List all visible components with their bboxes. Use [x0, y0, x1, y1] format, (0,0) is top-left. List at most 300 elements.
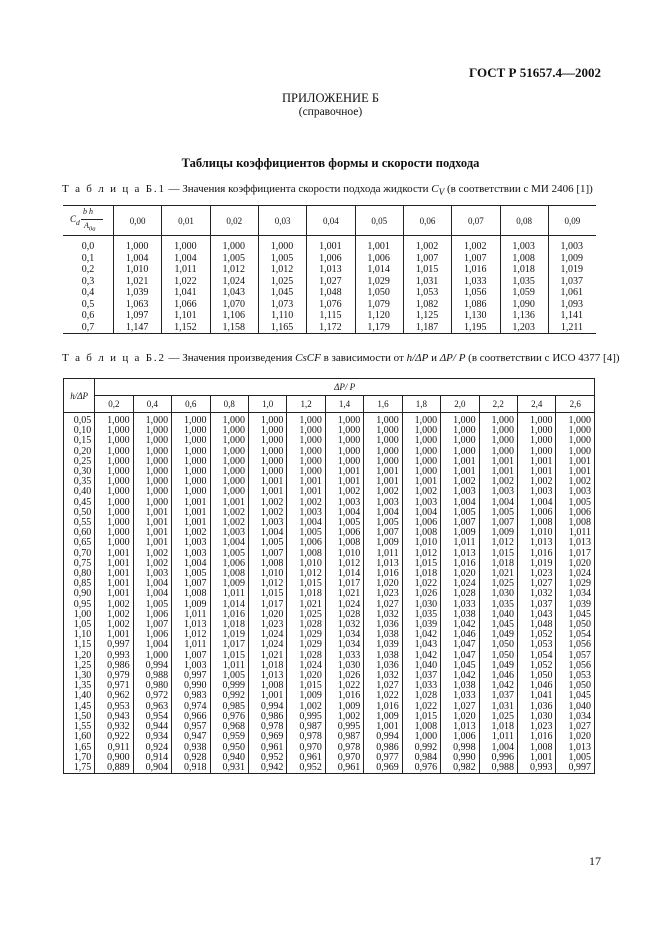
table2-cell: 1,028 [325, 610, 363, 620]
table2-cell: 1,004 [133, 579, 171, 589]
table2-cell: 1,014 [210, 600, 248, 610]
table1-cell: 1,195 [452, 322, 500, 334]
table2-row [64, 413, 595, 427]
table1-cell: 1,048 [307, 287, 355, 299]
table2-cell: 0,911 [95, 743, 133, 753]
table1-cell: 1,037 [548, 276, 596, 288]
table2-row-label: 0,30 [64, 467, 95, 477]
table2-cell: 1,000 [248, 457, 286, 467]
appendix-subtitle: (справочное) [298, 106, 363, 118]
table2-cell: 1,050 [518, 671, 556, 681]
table2-cell: 0,990 [441, 753, 479, 763]
table1-cell: 1,063 [114, 299, 162, 311]
table2-cell: 1,000 [479, 436, 517, 446]
table2-cell: 1,034 [325, 630, 363, 640]
table2-cell: 0,970 [325, 753, 363, 763]
table2-caption-and: и [428, 352, 440, 364]
table1-cell: 1,059 [500, 287, 548, 299]
table2-cell: 1,015 [287, 681, 325, 691]
table2-cell: 0,996 [479, 753, 517, 763]
table2-cell: 1,021 [248, 651, 286, 661]
table1-cell: 1,187 [403, 322, 451, 334]
table2-cell: 0,985 [210, 702, 248, 712]
table2-cell: 1,033 [441, 691, 479, 701]
table1-row [63, 299, 596, 311]
table2-row [64, 661, 595, 671]
table2-cell: 1,000 [518, 447, 556, 457]
table2-cell: 1,006 [133, 630, 171, 640]
table2-cell: 0,986 [364, 743, 402, 753]
table2-cell: 1,014 [325, 569, 363, 579]
table2-cell: 1,056 [556, 640, 595, 650]
table2-cell: 1,000 [402, 413, 440, 427]
table2-cell: 1,000 [287, 426, 325, 436]
table2-cell: 1,050 [479, 640, 517, 650]
table2-cell: 0,997 [556, 763, 595, 774]
table2-cell: 1,005 [248, 538, 286, 548]
table2-row [64, 579, 595, 589]
table2-cell: 1,053 [556, 671, 595, 681]
table2-cell: 1,000 [172, 467, 210, 477]
table2-cell: 1,009 [210, 579, 248, 589]
table2-cell: 1,010 [325, 549, 363, 559]
corner-cd [70, 214, 80, 227]
table2-cell: 1,000 [95, 457, 133, 467]
table2-row-label: 0,75 [64, 559, 95, 569]
table2-row [64, 640, 595, 650]
table2-cell: 1,013 [441, 549, 479, 559]
table2-cell: 1,032 [518, 589, 556, 599]
table2-cell: 1,001 [364, 477, 402, 487]
table2-cell: 1,012 [172, 630, 210, 640]
table1-cell: 1,053 [403, 287, 451, 299]
table2-cell: 1,040 [402, 661, 440, 671]
table2-cell: 1,004 [479, 743, 517, 753]
table1-cell: 1,152 [162, 322, 210, 334]
table2-cell: 1,017 [325, 579, 363, 589]
table1-cell: 1,090 [500, 299, 548, 311]
table2-cell: 1,008 [248, 559, 286, 569]
table2-cell: 1,002 [556, 477, 595, 487]
table1-cell: 1,033 [452, 276, 500, 288]
table1-cell: 1,141 [548, 310, 596, 322]
table2-cell: 1,000 [518, 436, 556, 446]
table2-cell: 1,004 [402, 508, 440, 518]
table2-cell: 0,942 [248, 763, 286, 774]
table2-cell: 1,003 [210, 528, 248, 538]
table2-cell: 1,000 [325, 426, 363, 436]
table2-cell: 1,001 [556, 457, 595, 467]
table1-cell: 1,014 [355, 264, 403, 276]
table2-cell: 1,039 [556, 600, 595, 610]
table2-cell: 1,000 [441, 447, 479, 457]
table2-row-label: 1,65 [64, 743, 95, 753]
table2-row-label: 1,70 [64, 753, 95, 763]
table2-cell: 1,000 [287, 447, 325, 457]
table2-cell: 1,000 [402, 732, 440, 742]
table2-cell: 1,032 [364, 671, 402, 681]
table2-cell: 1,057 [556, 651, 595, 661]
table1-cell: 1,130 [452, 310, 500, 322]
table2-cell: 1,024 [556, 569, 595, 579]
table2-cell: 1,000 [325, 457, 363, 467]
table2-cell: 1,003 [441, 487, 479, 497]
table2-cell: 1,040 [556, 702, 595, 712]
table2-cell: 1,000 [133, 457, 171, 467]
table1-cell: 1,001 [355, 236, 403, 253]
table2-caption-text: — Значения произведения [165, 352, 296, 364]
table2-cell: 1,002 [133, 549, 171, 559]
table1-column-header: 0,01 [162, 206, 210, 236]
table2-cell: 1,000 [556, 413, 595, 427]
table2-cell: 1,007 [479, 518, 517, 528]
corner-cd-symbol: C [70, 214, 77, 224]
table2-row-label: 0,05 [64, 413, 95, 427]
table2-cell: 1,001 [95, 579, 133, 589]
table2-cell: 0,995 [325, 722, 363, 732]
table2-cell: 1,000 [402, 457, 440, 467]
table1-cell: 1,012 [210, 264, 258, 276]
table2-cell: 1,016 [518, 732, 556, 742]
table2-cell: 1,007 [172, 651, 210, 661]
table1-cell: 1,018 [500, 264, 548, 276]
table2-cell: 1,028 [287, 620, 325, 630]
table2-caption-symbol: CsCF [295, 352, 321, 364]
table2-row-label: 0,15 [64, 436, 95, 446]
table2-row [64, 467, 595, 477]
table2-cell: 1,013 [556, 743, 595, 753]
table2-cell: 1,004 [133, 640, 171, 650]
table1-row-label: 0,3 [81, 275, 95, 287]
table2-row [64, 589, 595, 599]
table2-cell: 0,978 [325, 743, 363, 753]
table2-row [64, 753, 595, 763]
table2-cell: 1,000 [518, 426, 556, 436]
table1-caption [62, 183, 593, 197]
table2-cell: 1,010 [248, 569, 286, 579]
table2-cell: 0,918 [172, 763, 210, 774]
appendix-heading [0, 91, 661, 119]
table2-cell: 0,957 [172, 722, 210, 732]
table2-cell: 0,988 [479, 763, 517, 774]
table2-column-header: 2,6 [556, 396, 595, 413]
table2-cell: 1,009 [287, 691, 325, 701]
table2-row [64, 691, 595, 701]
table2-caption-prefix: Т а б л и ц а Б.2 [62, 352, 166, 364]
table2-cell: 1,018 [479, 722, 517, 732]
table2-row [64, 763, 595, 774]
table2-header-row-1 [64, 379, 595, 396]
table1-cell: 1,029 [355, 276, 403, 288]
table2 [63, 378, 595, 774]
table2-cell: 1,043 [402, 640, 440, 650]
table2-cell: 1,012 [287, 569, 325, 579]
corner-fraction-bar [81, 219, 103, 220]
table1-column-header: 0,00 [114, 206, 162, 236]
table2-cell: 0,984 [402, 753, 440, 763]
table2-cell: 1,019 [210, 630, 248, 640]
table2-cell: 1,022 [325, 681, 363, 691]
table2-caption-mid: в зависимости от [320, 352, 407, 364]
table2-cell: 1,000 [402, 447, 440, 457]
table2-cell: 1,008 [172, 589, 210, 599]
table2-cell: 1,003 [172, 549, 210, 559]
table1-cell: 1,000 [162, 236, 210, 253]
table2-cell: 1,002 [287, 498, 325, 508]
table2-row [64, 518, 595, 528]
table2-cell: 1,046 [518, 681, 556, 691]
table2-cell: 1,029 [287, 630, 325, 640]
table2-row [64, 508, 595, 518]
table2-cell: 0,969 [364, 763, 402, 774]
table2-cell: 1,000 [287, 413, 325, 427]
table2-cell: 0,986 [95, 661, 133, 671]
table2-cell: 1,030 [402, 600, 440, 610]
table2-row [64, 722, 595, 732]
table2-cell: 0,990 [172, 681, 210, 691]
table2-cell: 1,001 [479, 457, 517, 467]
table2-cell: 1,002 [248, 498, 286, 508]
table2-cell: 0,914 [133, 753, 171, 763]
table2-cell: 1,030 [518, 712, 556, 722]
table2-cell: 1,000 [133, 413, 171, 427]
table2-cell: 0,978 [287, 732, 325, 742]
table2-cell: 1,003 [402, 498, 440, 508]
table2-cell: 1,008 [248, 681, 286, 691]
table2-row [64, 600, 595, 610]
table2-cell: 1,039 [364, 640, 402, 650]
table2-cell: 1,003 [518, 487, 556, 497]
table2-cell: 1,002 [95, 610, 133, 620]
table2-cell: 0,976 [402, 763, 440, 774]
table2-cell: 1,000 [95, 426, 133, 436]
table1-cell: 1,211 [548, 322, 596, 334]
table2-cell: 1,016 [210, 610, 248, 620]
table1-cell: 1,027 [307, 276, 355, 288]
table2-cell: 0,944 [133, 722, 171, 732]
table2-cell: 1,002 [210, 508, 248, 518]
table2-cell: 1,038 [364, 630, 402, 640]
table2-cell: 1,000 [133, 426, 171, 436]
table2-cell: 1,000 [441, 426, 479, 436]
table2-cell: 1,018 [402, 569, 440, 579]
table2-cell: 1,011 [172, 610, 210, 620]
table2-cell: 1,003 [556, 487, 595, 497]
table2-cell: 1,024 [325, 600, 363, 610]
table2-cell: 0,931 [210, 763, 248, 774]
table2-cell: 0,961 [248, 743, 286, 753]
table2-cell: 1,016 [364, 569, 402, 579]
table2-cell: 1,007 [133, 620, 171, 630]
table1-cell: 1,086 [452, 299, 500, 311]
table2-cell: 0,976 [210, 712, 248, 722]
table2-cell: 1,022 [402, 702, 440, 712]
table2-cell: 1,008 [518, 518, 556, 528]
table2-row [64, 732, 595, 742]
table2-cell: 1,037 [518, 600, 556, 610]
table2-cell: 1,000 [364, 426, 402, 436]
table2-cell: 1,020 [364, 579, 402, 589]
table2-cell: 0,997 [172, 671, 210, 681]
table2-cell: 1,000 [172, 477, 210, 487]
table2-row-label: 0,85 [64, 579, 95, 589]
table2-cell: 1,047 [441, 640, 479, 650]
table2-cell: 1,002 [133, 559, 171, 569]
table2-cell: 1,011 [210, 589, 248, 599]
table2-cell: 1,006 [441, 732, 479, 742]
table2-cell: 0,970 [287, 743, 325, 753]
table2-cell: 1,000 [172, 436, 210, 446]
table2-cell: 1,001 [95, 589, 133, 599]
table2-cell: 1,050 [479, 651, 517, 661]
table2-cell: 1,001 [133, 518, 171, 528]
table2-cell: 1,020 [556, 732, 595, 742]
table2-cell: 1,004 [133, 589, 171, 599]
table1-column-header: 0,03 [258, 206, 306, 236]
table1-caption-symbol: C [431, 183, 439, 195]
table2-cell: 1,000 [364, 413, 402, 427]
table2-cell: 0,938 [172, 743, 210, 753]
table2-cell: 1,003 [172, 661, 210, 671]
table2-cell: 1,005 [287, 528, 325, 538]
table2-cell: 1,004 [325, 508, 363, 518]
table2-cell: 1,000 [172, 487, 210, 497]
table2-cell: 1,001 [172, 498, 210, 508]
table1-cell: 1,203 [500, 322, 548, 334]
table2-cell: 1,002 [325, 487, 363, 497]
table2-row-label: 1,30 [64, 671, 95, 681]
table1-row [63, 264, 596, 276]
table1-cell: 1,050 [355, 287, 403, 299]
table2-cell: 0,977 [364, 753, 402, 763]
table1-cell: 1,070 [210, 299, 258, 311]
table2-cell: 0,922 [95, 732, 133, 742]
table2-cell: 1,000 [210, 477, 248, 487]
table2-cell: 1,013 [172, 620, 210, 630]
table2-cell: 1,021 [479, 569, 517, 579]
table2-cell: 1,000 [364, 436, 402, 446]
table2-cell: 1,023 [518, 722, 556, 732]
table2-row-label: 1,20 [64, 651, 95, 661]
table1-cell: 1,007 [403, 253, 451, 265]
table2-cell: 1,018 [479, 559, 517, 569]
table2-cell: 0,997 [95, 640, 133, 650]
table1-cell: 1,009 [548, 253, 596, 265]
table1-cell: 1,147 [114, 322, 162, 334]
table2-cell: 1,003 [172, 538, 210, 548]
table2-cell: 1,038 [441, 681, 479, 691]
section-title: Таблицы коэффициентов формы и скорости подхода [181, 156, 480, 170]
table2-cell: 1,006 [518, 508, 556, 518]
table2-cell: 1,028 [287, 651, 325, 661]
table2-caption-tail: (в соответствии с ИСО 4377 [4]) [465, 352, 620, 364]
table1-cell: 1,172 [307, 322, 355, 334]
table2-row [64, 528, 595, 538]
table2-cell: 0,995 [287, 712, 325, 722]
table2-caption [62, 352, 620, 364]
table2-column-header: 0,8 [210, 396, 248, 413]
table2-cell: 1,005 [441, 508, 479, 518]
table1-cell: 1,016 [452, 264, 500, 276]
table2-cell: 0,968 [210, 722, 248, 732]
table2-cell: 1,000 [287, 457, 325, 467]
table2-cell: 1,036 [518, 702, 556, 712]
table2-row [64, 702, 595, 712]
table2-cell: 0,962 [95, 691, 133, 701]
table2-cell: 1,018 [287, 589, 325, 599]
table2-column-header: 1,4 [325, 396, 363, 413]
table1-cell: 1,082 [403, 299, 451, 311]
table2-cell: 1,011 [441, 538, 479, 548]
table2-cell: 1,001 [95, 569, 133, 579]
table2-cell: 1,003 [479, 487, 517, 497]
table1-row-label: 0,0 [81, 241, 95, 253]
table2-cell: 1,005 [210, 671, 248, 681]
table2-cell: 1,000 [210, 457, 248, 467]
page-number: 17 [589, 854, 601, 868]
table2-cell: 1,002 [364, 487, 402, 497]
table2-cell: 1,000 [479, 413, 517, 427]
table2-cell: 1,025 [479, 712, 517, 722]
table1-cell: 1,022 [162, 276, 210, 288]
table2-cell: 1,022 [364, 691, 402, 701]
table2-cell: 1,047 [441, 651, 479, 661]
table2-cell: 1,005 [172, 569, 210, 579]
table2-cell: 1,013 [248, 671, 286, 681]
table2-cell: 1,000 [402, 467, 440, 477]
table2-cell: 1,020 [248, 610, 286, 620]
table1-cell: 1,002 [452, 236, 500, 253]
table2-cell: 1,000 [556, 426, 595, 436]
table2-cell: 1,027 [556, 722, 595, 732]
table2-cell: 1,000 [248, 413, 286, 427]
table2-cell: 1,029 [287, 640, 325, 650]
table1-cell: 1,012 [258, 264, 306, 276]
table2-cell: 0,959 [210, 732, 248, 742]
table2-cell: 1,037 [479, 691, 517, 701]
table2-cell: 1,038 [364, 651, 402, 661]
table2-cell: 1,000 [441, 413, 479, 427]
table2-row [64, 559, 595, 569]
table2-row [64, 457, 595, 467]
table2-cell: 1,052 [518, 661, 556, 671]
table1-cell: 1,001 [307, 236, 355, 253]
table2-cell: 1,000 [556, 436, 595, 446]
table2-cell: 1,004 [210, 538, 248, 548]
table2-cell: 1,012 [479, 538, 517, 548]
table2-cell: 1,030 [479, 589, 517, 599]
table2-cell: 1,043 [518, 610, 556, 620]
table2-cell: 1,001 [556, 467, 595, 477]
table2-row-label: 0,55 [64, 518, 95, 528]
table2-cell: 0,889 [95, 763, 133, 774]
table2-cell: 1,000 [210, 436, 248, 446]
table2-row-label: 0,40 [64, 487, 95, 497]
table2-cell: 1,006 [402, 518, 440, 528]
table2-cell: 1,001 [133, 528, 171, 538]
table2-cell: 0,986 [248, 712, 286, 722]
table2-row [64, 610, 595, 620]
table2-cell: 1,035 [402, 610, 440, 620]
table2-corner-cell: h/ΔP [64, 379, 95, 413]
table2-cell: 1,054 [556, 630, 595, 640]
table1-row [63, 322, 596, 334]
table2-cell: 1,005 [325, 518, 363, 528]
table2-cell: 1,018 [210, 620, 248, 630]
table1-cell: 1,019 [548, 264, 596, 276]
table2-cell: 1,025 [287, 610, 325, 620]
table2-cell: 1,007 [172, 579, 210, 589]
